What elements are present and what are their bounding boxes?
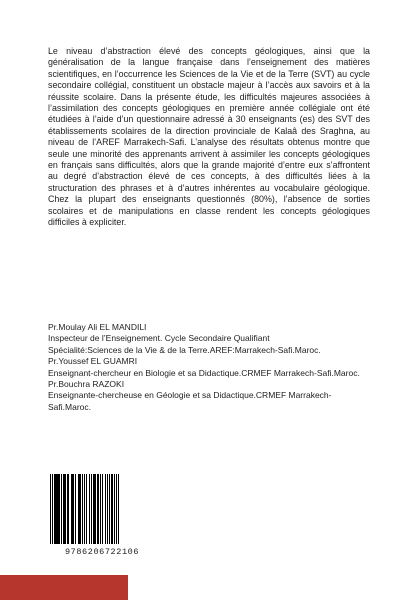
author-affiliation: Enseignante-chercheuse en Géologie et sa Didactique.CRMEF Marrakech-Safi.Maroc. [48,390,332,412]
author-list [48,322,370,413]
author-name: Pr.Moulay Ali EL MANDILI [48,322,147,332]
author-affiliation: Enseignant-chercheur en Biologie et sa Didactique.CRMEF Marrakech-Safi.Maroc. [48,367,360,378]
author-name: Pr.Youssef EL GUAMRI [48,356,138,367]
barcode-bar [119,474,121,544]
back-cover-abstract: Le niveau d’abstraction élevé des concepts géologiques, ainsi que la généralisation de la langue française dans l’enseignement des matières scientifiques, en l’occurrence les Sciences de la Vie et de la Terre (SVT) au cycle secondaire collégial, constituent un obstacle majeur à l’accès aux savoirs et à la réussite scolaire. Dans la présente étude, les difficultés majeures associées à l’assimilation des concepts géologiques en première année collégiale ont été étudiées à l’aide d’un questionnaire adressé à 30 enseignants (es) des SVT des établissements scolaires de la direction provinciale de Kalaâ des Sraghna, au niveau de l’AREF Marrakech-Safi. L’analyse des résultats obtenus montre que seule une minorité des apprenants arrivent à assimiler les concepts géologiques en français sans difficultés, alors que la grande majorité d’entre eux s’affrontent au degré d’abstraction élevé de ces concepts, à des difficultés liées à la structuration des phrases et à d’autres inhérentes au vocabulaire géologique. Chez la plupart des enseignants questionnés (80%), l’absence de sorties scolaires et de manipulations en classe rendent les concepts géologiques difficiles à expliciter. [48,46,370,228]
isbn-barcode [40,470,164,561]
isbn-number: 9786206722106 [64,547,140,557]
author-affiliation: Spécialité:Sciences de la Vie & de la Terre.AREF:Marrakech-Safi.Maroc. [48,344,321,355]
author-name: Pr.Bouchra RAZOKI [48,379,125,390]
author-title: Inspecteur de l’Enseignement. Cycle Secondaire Qualifiant [48,333,270,344]
accent-color-block [0,575,128,600]
barcode-bars [50,474,154,544]
